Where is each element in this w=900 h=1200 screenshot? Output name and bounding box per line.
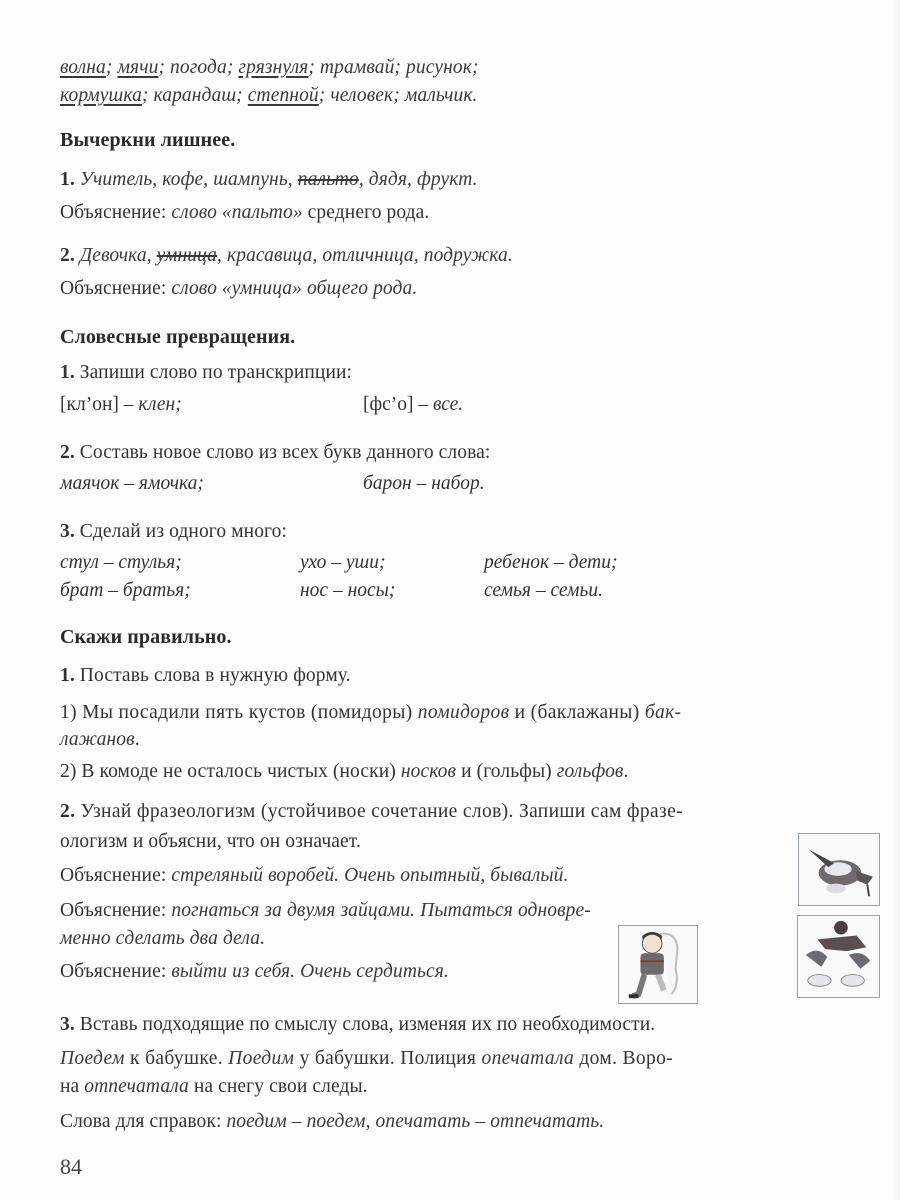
transcription-pair-2: [363, 392, 463, 418]
task-anagram: [60, 440, 490, 466]
explanation-label: Объяснение:: [60, 202, 172, 223]
task-text: Запиши слово по транскрипции:: [74, 362, 353, 383]
explanation-label: Объяснение:: [60, 900, 172, 921]
explanation-label: Объяснение:: [60, 961, 172, 982]
page-number: 84: [60, 1154, 82, 1179]
task-number: 3.: [60, 521, 75, 542]
task-text: Девочка,: [74, 245, 157, 266]
answer: помидоров: [417, 702, 510, 723]
explanation-text: стреляный воробей. Очень опытный, бывалый.: [171, 865, 569, 886]
word-text: ; карандаш;: [141, 85, 248, 106]
answer: Поедим: [228, 1048, 295, 1069]
anagram-pair-2: барон – набор.: [363, 473, 485, 494]
explanation-label: Объяснение:: [60, 865, 172, 886]
answer: бак-: [644, 702, 682, 723]
item-text: и (баклажаны): [509, 702, 645, 723]
angry-boy-illustration: [618, 925, 698, 1004]
struck-word: пальто: [297, 169, 359, 190]
word-form-item-1: [60, 700, 681, 726]
explanation-text: слово «умница» общего рода.: [171, 278, 418, 299]
idiom-explanation-3: [60, 959, 449, 985]
reference-label: Слова для справок:: [60, 1111, 227, 1132]
word-text: ; человек; мальчик.: [318, 85, 478, 106]
answer: все.: [433, 394, 464, 415]
word-form-item-1-cont: [60, 727, 140, 753]
idiom-explanation-2: [60, 898, 591, 924]
task-number: 2.: [60, 801, 76, 822]
word-form-item-2: [60, 759, 628, 785]
plural-pair: стул – стулья;: [60, 552, 182, 573]
explanation-text: погнаться за двумя зайцами. Пытаться одновре-: [171, 900, 591, 921]
explanation-1: [60, 200, 429, 226]
task-word-form: [60, 663, 351, 689]
task-text: Составь новое слово из всех букв данного слова:: [74, 442, 491, 463]
idiom-explanation-2-cont: менно сделать два дела.: [60, 928, 266, 949]
task-text: Узнай фразеологизм (устойчивое сочетание слов). Запиши сам фразе-: [75, 801, 683, 822]
insert-words-line-1: [60, 1046, 673, 1072]
answer: гольфов: [556, 761, 624, 782]
task-number: 1.: [60, 665, 75, 686]
explanation-2: [60, 276, 417, 302]
answer: носков: [400, 761, 457, 782]
plural-pair: ухо – уши;: [300, 552, 386, 573]
hunter-and-hares-icon: [798, 916, 879, 997]
separator: ;: [105, 57, 118, 78]
answer: опечатала: [481, 1048, 575, 1069]
task-idioms: [60, 799, 683, 825]
sparrow-illustration: [798, 833, 880, 906]
answer: Поедем: [60, 1048, 125, 1069]
underlined-word: грязнуля: [238, 57, 309, 78]
explanation-label: Объяснение:: [60, 278, 172, 299]
answer: отпечатала: [84, 1076, 189, 1097]
task-text: Сделай из одного много:: [74, 521, 288, 542]
reference-words: [60, 1109, 604, 1135]
section-title-cross-out: Вычеркни лишнее.: [60, 129, 236, 151]
item-text: 1) Мы посадили пять кустов (помидоры): [60, 702, 418, 723]
plural-pair: семья – семьи.: [484, 580, 603, 601]
task-insert-words: [60, 1012, 655, 1038]
insert-words-line-2: [60, 1074, 368, 1100]
explanation-text: среднего рода.: [302, 202, 430, 223]
task-text: , дядя, фрукт.: [358, 169, 478, 190]
section-title-word-transformations: Словесные превращения.: [60, 326, 296, 348]
task-number: 1.: [60, 169, 75, 190]
sparrow-icon: [799, 834, 879, 905]
item-text: у бабушки. Полиция: [294, 1048, 482, 1069]
task-transcription: [60, 360, 352, 386]
task-number: 3.: [60, 1014, 75, 1035]
underlined-word: степной: [247, 85, 319, 106]
task-number: 1.: [60, 362, 75, 383]
item-text: .: [623, 761, 629, 782]
item-text: дом. Воро-: [574, 1048, 674, 1069]
word-text: ; погода;: [158, 57, 239, 78]
transcription: [фс’о] –: [363, 394, 434, 415]
task-cross-out-1: [60, 167, 478, 193]
task-number: 2.: [60, 245, 75, 266]
explanation-text: выйти из себя. Очень сердиться.: [171, 961, 449, 982]
word-list-line-2: [60, 83, 478, 109]
item-text: .: [134, 729, 140, 750]
page-edge: [890, 0, 900, 1200]
task-text: Учитель, кофе, шампунь,: [74, 169, 298, 190]
explanation-text: слово «пальто»: [171, 202, 303, 223]
word-list-line-1: [60, 55, 479, 81]
boy-icon: [619, 926, 697, 1003]
transcription: [кл’он] –: [60, 394, 139, 415]
plural-pair: брат – братья;: [60, 580, 191, 601]
reference-text: поедим – поедем, опечатать – отпечатать.: [226, 1111, 605, 1132]
plural-pair: нос – носы;: [300, 580, 396, 601]
task-text: Поставь слова в нужную форму.: [74, 665, 351, 686]
item-text: к бабушке.: [124, 1048, 229, 1069]
item-text: и (гольфы): [456, 761, 557, 782]
task-idioms-cont: ологизм и объясни, что он означает.: [60, 831, 361, 852]
item-text: на снегу свои следы.: [188, 1076, 368, 1097]
idiom-explanation-1: [60, 863, 569, 889]
word-text: ; трамвай; рисунок;: [308, 57, 479, 78]
task-number: 2.: [60, 442, 75, 463]
plural-pair: ребенок – дети;: [484, 552, 618, 573]
chasing-hares-illustration: [797, 915, 880, 998]
anagram-pair-1: маячок – ямочка;: [60, 473, 204, 494]
task-text: Вставь подходящие по смыслу слова, изменяя их по необходимости.: [74, 1014, 656, 1035]
answer: лажанов: [60, 729, 135, 750]
answer: клен;: [138, 394, 182, 415]
transcription-pair-1: [60, 392, 182, 418]
section-title-say-correctly: Скажи правильно.: [60, 626, 232, 648]
task-cross-out-2: [60, 243, 513, 269]
underlined-word: мячи: [117, 57, 159, 78]
item-text: на: [60, 1076, 85, 1097]
underlined-word: волна: [60, 57, 106, 78]
task-plural: [60, 519, 287, 545]
struck-word: умница: [156, 245, 218, 266]
underlined-word: кормушка: [60, 85, 142, 106]
item-text: 2) В комоде не осталось чистых (носки): [60, 761, 401, 782]
task-text: , красавица, отличница, подружка.: [217, 245, 513, 266]
